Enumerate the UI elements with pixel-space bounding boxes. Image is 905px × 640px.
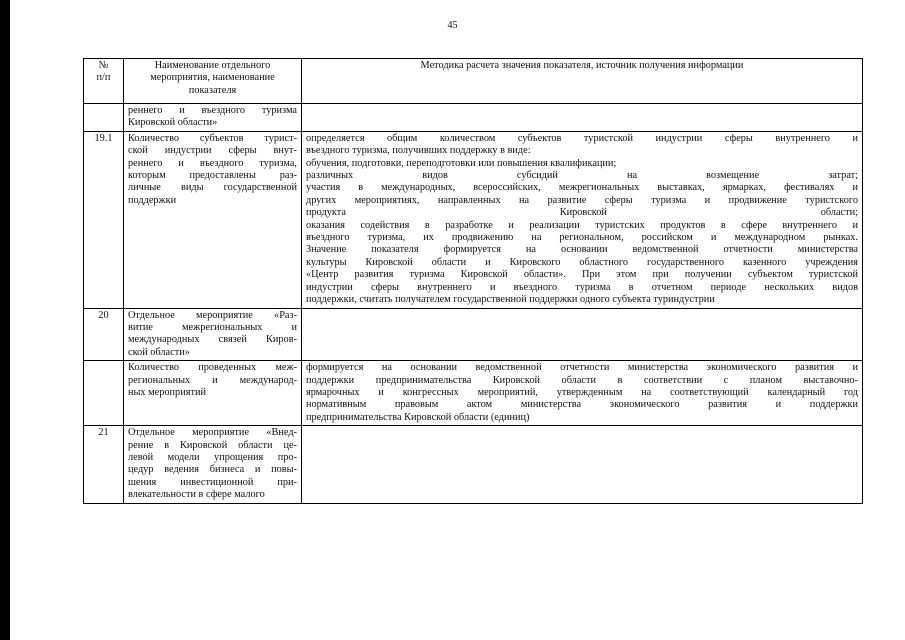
method-line: формируется на основании ведомственной отчетности министерства экономического развития и [306, 362, 858, 374]
method-line: оказания содействия в разработке и реализации туристских продуктов в сфере внутреннего и [306, 219, 858, 231]
row-number [84, 104, 124, 132]
method-line: различных видов субсидий на возмещение затрат; [306, 170, 858, 182]
header-number: № п/п [84, 59, 124, 104]
method-line: определяется общим количеством субъектов туристской индустрии сферы внутреннего и [306, 132, 858, 144]
name-line: которым предоставлены раз- [128, 170, 297, 182]
indicator-name [124, 426, 302, 503]
method-line: индустрии сферы внутреннего и въездного туризма в отчетном периоде нескольких видов [306, 281, 858, 293]
name-line: рение в Кировской области це- [128, 439, 297, 451]
indicator-name [124, 131, 302, 308]
method-line: поддержки, считать получателем государственной поддержки одного субъекта туриндустрии [306, 294, 715, 306]
name-line: поддержки [128, 194, 177, 206]
table-row [84, 131, 863, 308]
scan-left-border [0, 0, 10, 640]
method-line: обучения, подготовки, переподготовки или повышения квалификации; [306, 157, 617, 169]
name-line: влекательности в сфере малого [128, 489, 265, 501]
page-number: 45 [447, 20, 458, 31]
method-description [302, 426, 863, 503]
name-line: реннего и въездного туризма, [128, 157, 297, 169]
method-description [302, 308, 863, 361]
method-line: Значение показателя формируется на основании ведомственной отчетности министерства [306, 244, 858, 256]
header-name: Наименование отдельного мероприятия, наименование показателя [124, 59, 302, 104]
method-line: предпринимательства Кировской области (единиц) [306, 411, 530, 423]
name-line: шения инвестиционной при- [128, 476, 297, 488]
name-line: Количество проведенных меж- [128, 362, 297, 374]
table-row [84, 426, 863, 503]
indicator-name [124, 104, 302, 132]
method-description [302, 361, 863, 426]
name-line: реннего и въездного туризма [128, 105, 297, 116]
name-line: региональных и международ- [128, 374, 297, 386]
name-line: ской индустрии сферы внут- [128, 145, 297, 157]
name-line: Количество субъектов турист- [128, 132, 297, 144]
header-method: Методика расчета значения показателя, источник получения информации [302, 59, 863, 104]
method-line: участия в международных, всероссийских, межрегиональных выставках, ярмарках, фестивалях и [306, 182, 858, 194]
table-row [84, 104, 863, 132]
method-line: поддержки предпринимательства Кировской области в соответствии с планом выставочно- [306, 374, 858, 386]
method-line: других мероприятиях, направленных на развитие сферы туризма и продвижение туристского [306, 194, 858, 206]
name-line: Отдельное мероприятие «Раз- [128, 309, 297, 321]
indicator-name [124, 361, 302, 426]
table-header-row [84, 59, 863, 104]
method-line: продукта Кировской области; [306, 207, 858, 219]
method-line: въездного туризма, их продвижению на региональном, российском и международном рынках. [306, 232, 858, 244]
name-line: витие межрегиональных и [128, 321, 297, 333]
method-description [302, 104, 863, 132]
name-line: Отдельное мероприятие «Внед- [128, 427, 297, 439]
table-body [84, 104, 863, 504]
name-line: международных связей Киров- [128, 334, 297, 346]
indicator-table [83, 58, 863, 504]
row-number: 21 [84, 426, 124, 503]
name-line: ской области» [128, 346, 190, 358]
name-line: ных мероприятий [128, 386, 206, 398]
table-row [84, 361, 863, 426]
method-line: ярмарочных и конгрессных мероприятий, утвержденным на соответствующий календарный год [306, 386, 858, 398]
name-line: Кировской области» [128, 117, 218, 129]
method-line: нормативным правовым актом министерства экономического развития и поддержки [306, 399, 858, 411]
method-line: «Центр развития туризма Кировской области». При этом при получении субъектом туристской [306, 269, 858, 281]
indicator-name [124, 308, 302, 361]
table-row [84, 308, 863, 361]
name-line: левой модели упрощения про- [128, 451, 297, 463]
method-line: въездного туризма, получивших поддержку в виде: [306, 145, 531, 157]
name-line: цедур ведения бизнеса и повы- [128, 464, 297, 476]
name-line: личные виды государственной [128, 182, 297, 194]
row-number: 19.1 [84, 131, 124, 308]
row-number: 20 [84, 308, 124, 361]
method-description [302, 131, 863, 308]
method-line: культуры Кировской области и Кировского областного государственного казенного учреждения [306, 256, 858, 268]
row-number [84, 361, 124, 426]
